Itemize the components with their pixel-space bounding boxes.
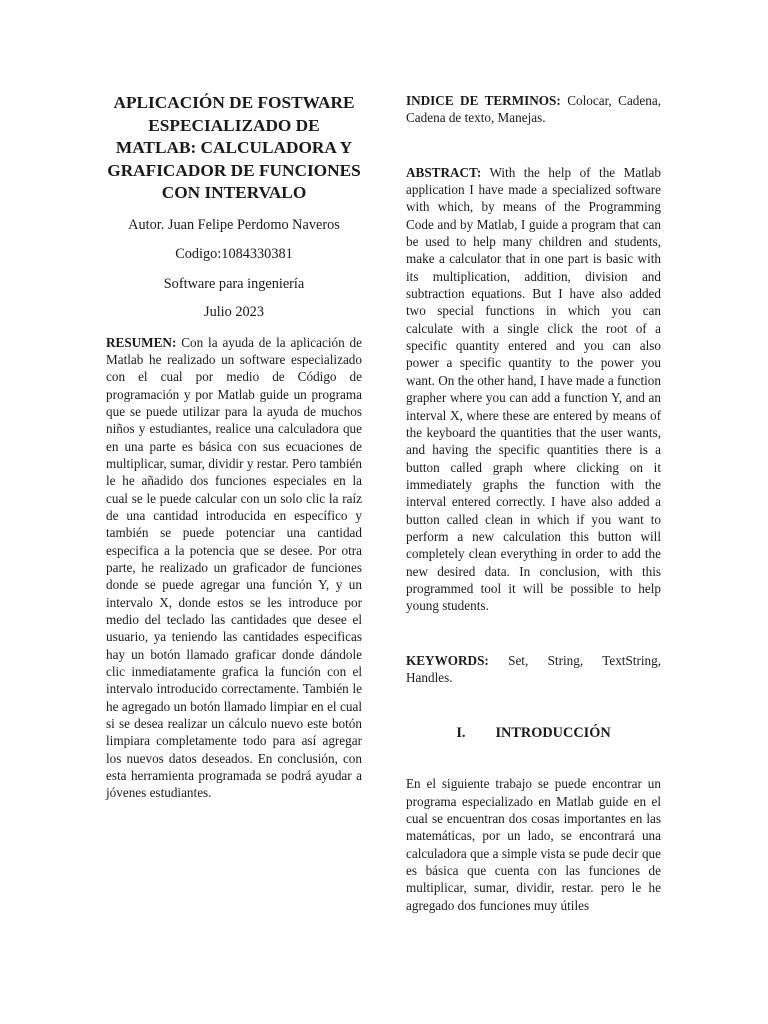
index-terms-text: Colocar, Cadena, Cadena de texto, Manejas. <box>406 93 661 126</box>
index-terms-label: INDICE DE TERMINOS: <box>406 93 561 108</box>
section-title: INTRODUCCIÓN <box>495 725 611 742</box>
abstract-text: With the help of the Matlab application I have made a specialized software with which, by means of the Programming Code and by Matlab, I guide a program that can be used to help many children and students, make a calculator that in one part is basic with its multiplication, addition, division and subtraction equations. But I have also added two special functions in which you can calculate with a single click the root of a specific quantity entered and you can also power a specific quantity to the power you want. On the other hand, I have made a function grapher where you can add a function Y, and an interval X, where these are entered by means of the keyboard the quantities that the user wants, and having the specific quantities there is a button called graph where clicking on it immediately graphs the function with the interval entered correctly. I have also added a button called clean in which if you want to perform a new calculation this button will completely clean everything in order to add the new desired data. In conclusion, with this programmed tool it will be possible to help young students. <box>406 164 661 614</box>
section-number: I. <box>456 725 466 742</box>
section-heading-introduction <box>406 724 661 742</box>
resumen-paragraph <box>106 334 362 802</box>
left-column <box>106 92 362 802</box>
right-column <box>406 92 661 914</box>
keywords-label: KEYWORDS: <box>406 652 489 668</box>
paper-date: Julio 2023 <box>204 303 264 320</box>
resumen-text: Con la ayuda de la aplicación de Matlab he realizado un software especializado con el cual por medio de Código de programación y por Matlab guide un programa que se puede utilizar para la ayuda de muchos niños y estudiantes, realice una calculadora que en una parte es básica con sus ecuaciones de multiplicar, sumar, dividir y restar. Pero también le he añadido dos funciones especiales en la cual se le puede calcular con un solo clic la raíz de una cantidad introducida en específico y también se puede potenciar una cantidad especifica a la potencia que se desee. Por otra parte, he realizado un graficador de funciones donde se puede agregar una función Y, y un intervalo X, donde estos se les introduce por medio del teclado las cantidades que desee el usuario, ya teniendo las cantidades especificas hay un botón llamado graficar donde dándole clic inmediatamente grafica la función con el intervalo introducido correctamente. También le he agregado un botón llamado limpiar en el cual si se desea realizar un cálculo nuevo este botón limpiara completamente todo para así agregar los nuevos datos deseados. En conclusión, con esta herramienta programada se podrá ayudar a jóvenes estudiantes. <box>106 334 362 801</box>
keywords-paragraph <box>406 652 661 687</box>
paper-title: APLICACIÓN DE FOSTWARE ESPECIALIZADO DE MATLAB: CALCULADORA Y GRAFICADOR DE FUNCIONES CON INTERVALO <box>107 93 361 202</box>
keywords-text: Set, String, TextString, Handles. <box>406 652 661 685</box>
resumen-label: RESUMEN: <box>106 334 177 350</box>
introduction-paragraph: En el siguiente trabajo se puede encontrar un programa especializado en Matlab guide en el cual se encuentran dos cosas importantes en las matemáticas, por un lado, se encontrará una calculadora que a simple vista se pude decir que es básica que cuenta con las funciones de multiplicar, sumar, dividir, restar. pero le he agregado dos funciones muy útiles <box>406 776 661 913</box>
abstract-label: ABSTRACT: <box>406 164 482 180</box>
abstract-paragraph <box>406 164 661 615</box>
author-line: Autor. Juan Felipe Perdomo Naveros <box>128 216 340 233</box>
index-terms-paragraph <box>406 92 661 127</box>
student-code: Codigo:1084330381 <box>175 245 293 262</box>
course-subject: Software para ingeniería <box>163 275 305 292</box>
